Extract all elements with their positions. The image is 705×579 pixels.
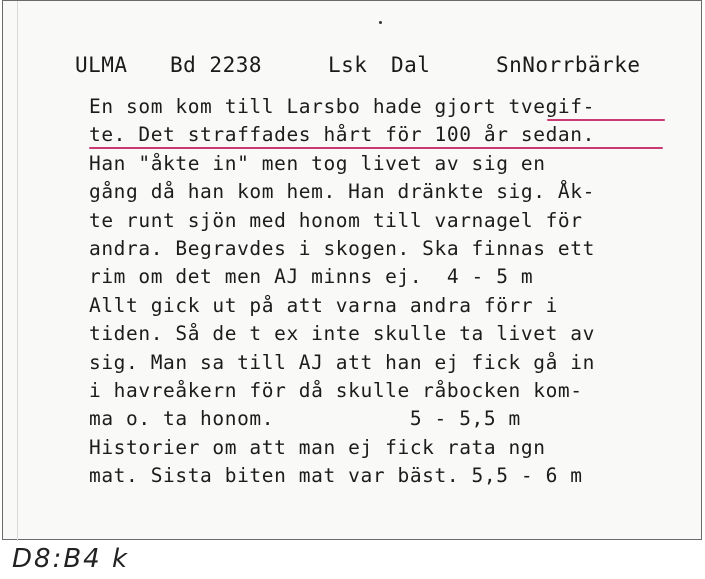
text-line: andra. Begravdes i skogen. Ska finnas ett <box>89 236 595 260</box>
province-name: Dal <box>391 53 431 77</box>
text-line: gång då han kom hem. Han dränkte sig. Åk- <box>89 180 595 204</box>
county-code: Lsk <box>328 53 368 77</box>
text-line: sig. Man sa till AJ att han ej fick gå in <box>89 350 595 374</box>
ink-dot <box>379 21 382 24</box>
archive-name: ULMA <box>75 53 128 77</box>
text-line: rim om det men AJ minns ej. 4 - 5 m <box>89 265 534 289</box>
card-header <box>3 53 701 85</box>
text-line: mat. Sista biten mat var bäst. 5,5 - 6 m <box>89 464 583 488</box>
underline-mark <box>89 147 663 149</box>
text-line: Allt gick ut på att varna andra förr i <box>89 293 558 317</box>
text-line: En som kom till Larsbo hade gjort tvegif- <box>89 93 689 121</box>
text-line: i havreåkern för då skulle råbocken kom- <box>89 378 583 402</box>
index-card <box>2 0 702 540</box>
text-line: te runt sjön med honom till varnagel för <box>89 208 583 232</box>
archive-reference-handwritten: D8:B4 k <box>12 544 130 574</box>
text-line: te. Det straffades hårt för 100 år sedan. <box>89 121 689 149</box>
text-line: ma o. ta honom. 5 - 5,5 m <box>89 407 521 431</box>
card-body-text <box>89 93 689 490</box>
parish-name: SnNorrbärke <box>496 53 641 77</box>
text-line: Historier om att man ej fick rata ngn <box>89 435 546 459</box>
text-line: Han "åkte in" men tog livet av sig en <box>89 151 546 175</box>
text-line: tiden. Så de t ex inte skulle ta livet av <box>89 322 595 346</box>
record-number: Bd 2238 <box>170 53 263 77</box>
